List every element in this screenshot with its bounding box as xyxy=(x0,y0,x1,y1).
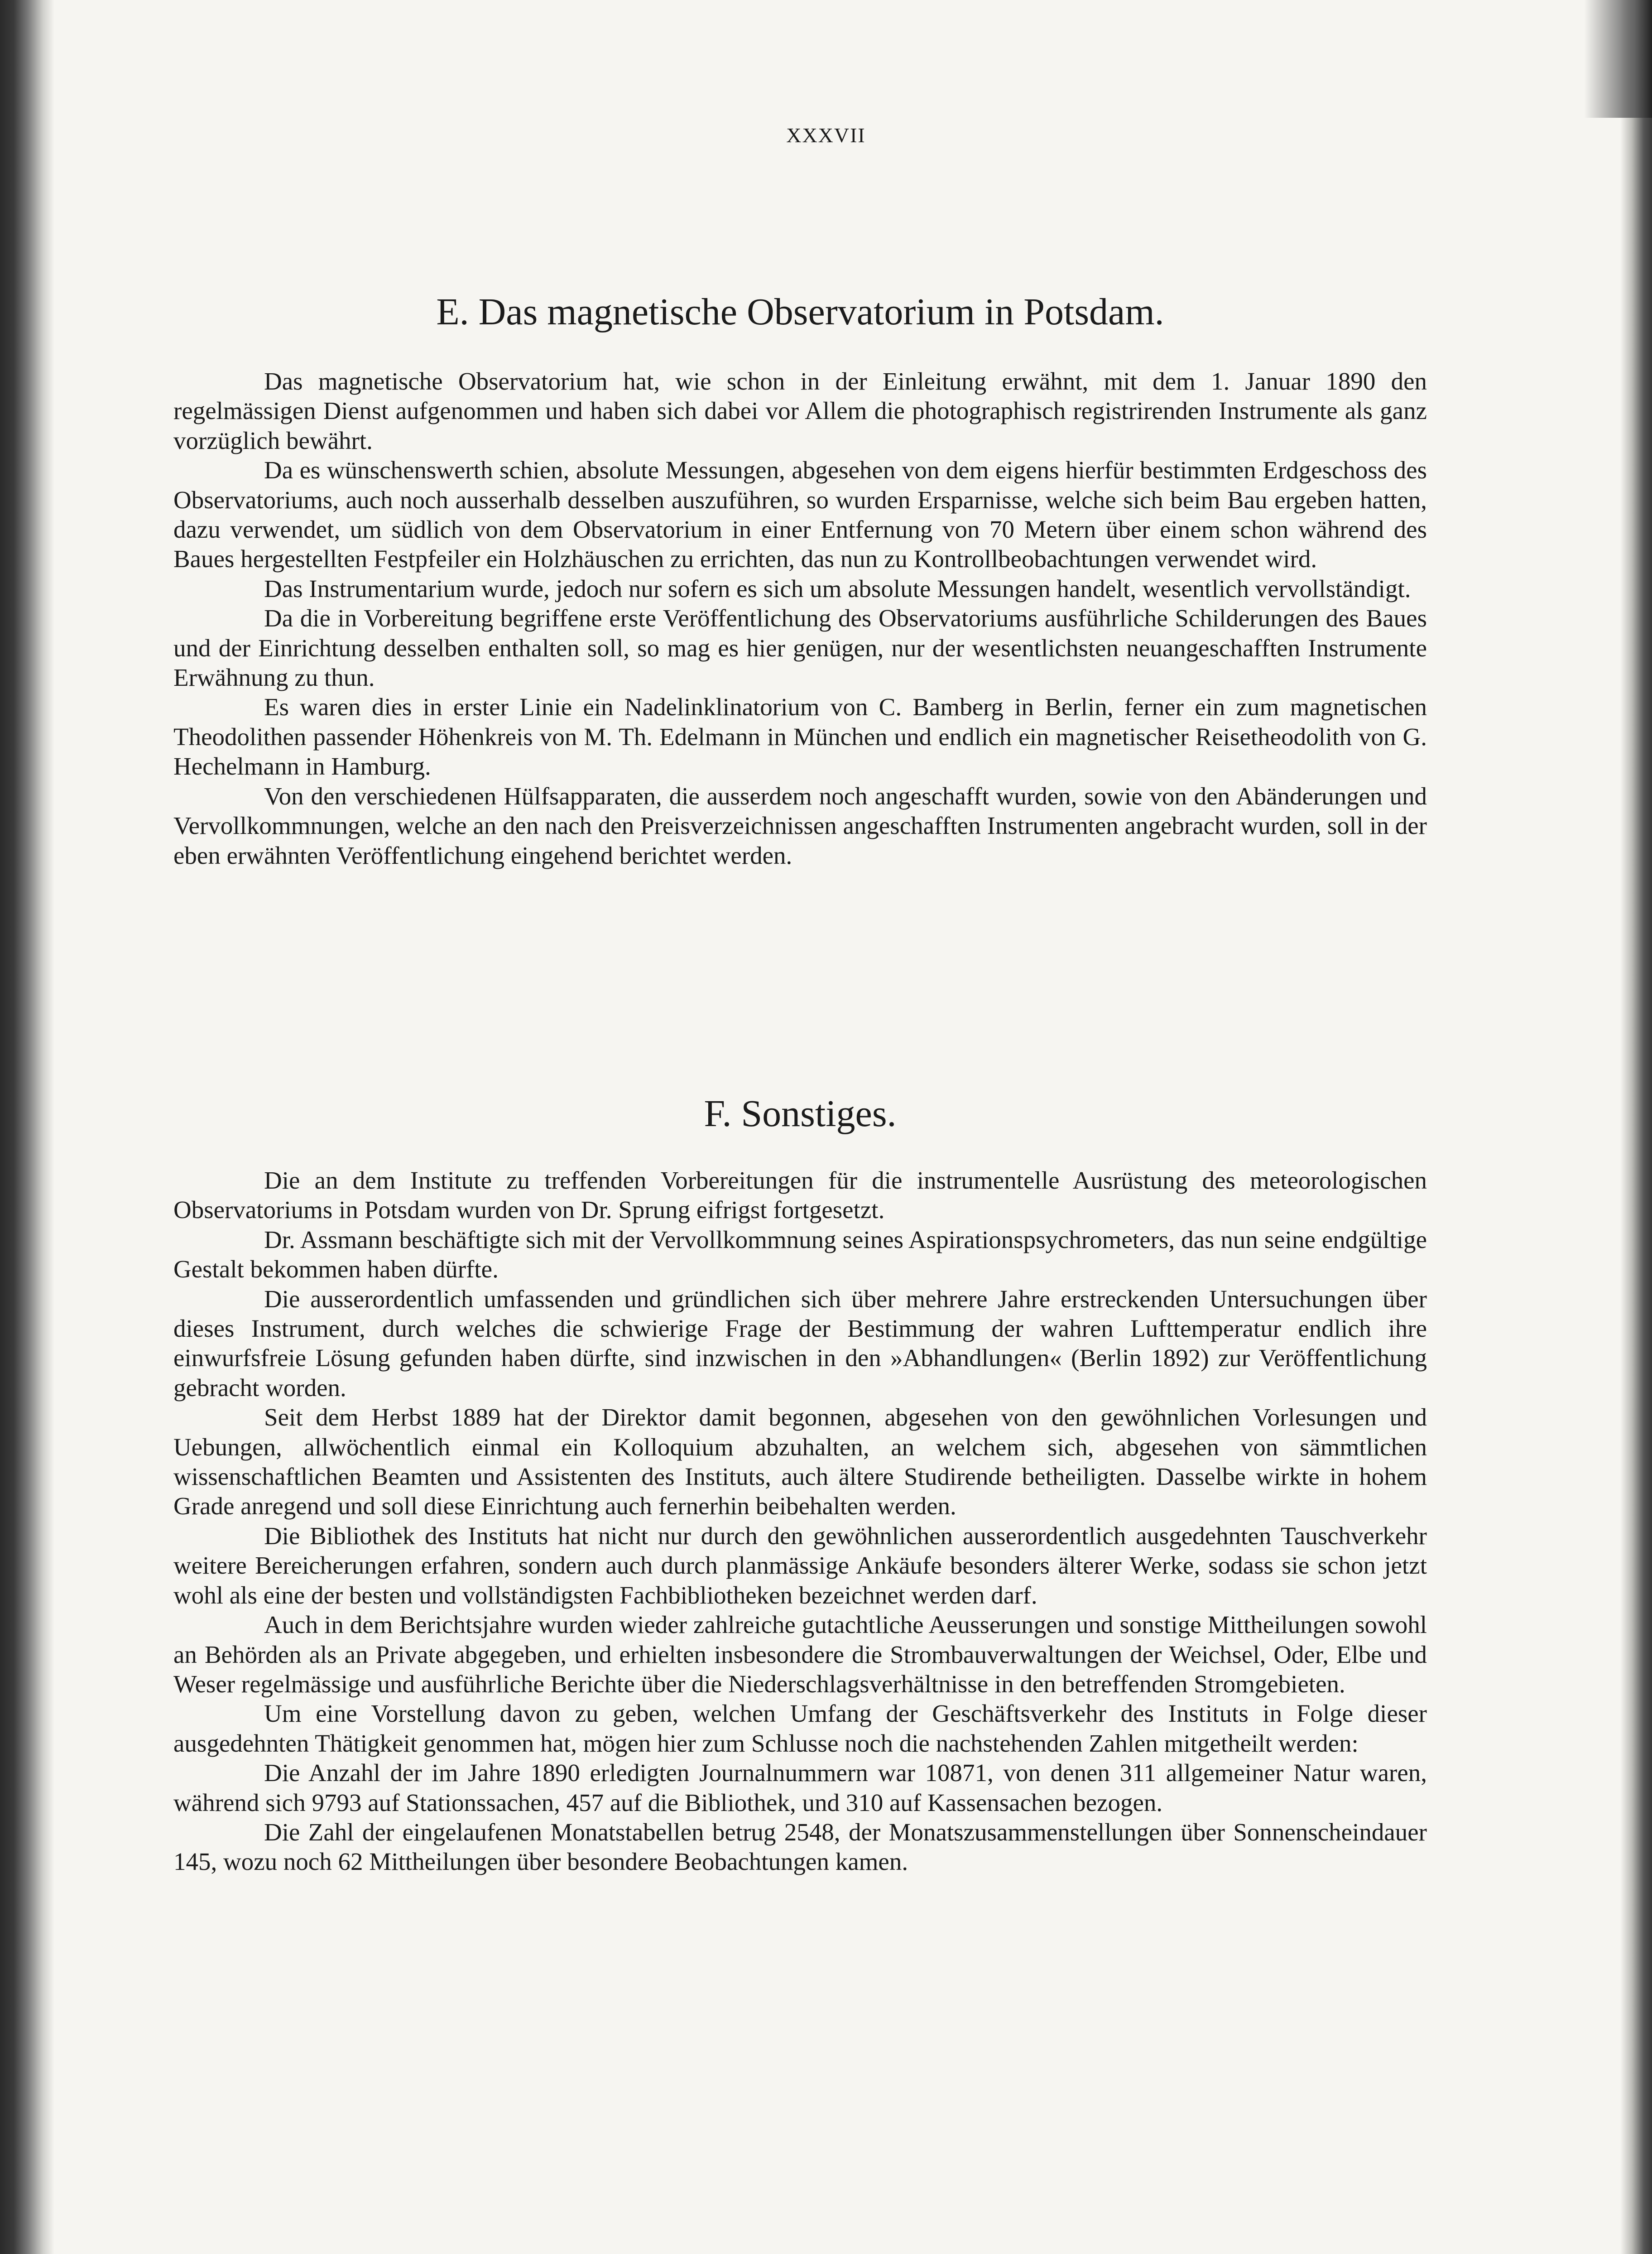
section-heading: F. Sonstiges. xyxy=(704,1093,897,1135)
section-heading: E. Das magnetische Observatorium in Potsdam. xyxy=(436,291,1164,333)
paragraph: Seit dem Herbst 1889 hat der Direktor damit begonnen, abgesehen von den gewöhnlichen Vorlesungen und Uebungen, allwöchentlich einmal ein Kolloquium abzuhalten, an welchem sich, abgesehen von sämmtlichen wissenschaftlichen Beamten und Assistenten des Instituts, auch ältere Studirende betheiligten. Dasselbe wirkte in hohem Grade anregend und soll diese Einrichtung auch fernerhin beibehalten werden. xyxy=(173,1403,1427,1520)
paragraph: Da die in Vorbereitung begriffene erste Veröffentlichung des Observatoriums ausführliche Schilderungen des Baues und der Einrichtung desselben enthalten soll, so mag es hier genügen, nur der wesentlichsten neuangeschafften Instrumente Erwähnung zu thun. xyxy=(173,604,1427,692)
paragraph: Dr. Assmann beschäftigte sich mit der Vervollkommnung seines Aspirationspsychrometers, das nun seine endgültige Gestalt bekommen haben dürfte. xyxy=(173,1225,1427,1283)
paragraph: Die ausserordentlich umfassenden und gründlichen sich über mehrere Jahre erstreckenden Untersuchungen über dieses Instrument, durch welches die schwierige Frage der Bestimmung der wahren Lufttemperatur endlich ihre einwurfsfreie Lösung gefunden haben dürfte, sind inzwischen in den »Abhandlungen« (Berlin 1892) zur Veröffentlichung gebracht worden. xyxy=(173,1285,1427,1402)
scan-edge-left xyxy=(0,0,54,2254)
paragraph: Die Anzahl der im Jahre 1890 erledigten Journalnummern war 10871, von denen 311 allgemeiner Natur waren, während sich 9793 auf Stationssachen, 457 auf die Bibliothek, und 310 auf Kassensachen bezogen. xyxy=(173,1759,1427,1816)
paragraph: Das Instrumentarium wurde, jedoch nur sofern es sich um absolute Messungen handelt, wesentlich vervollständigt. xyxy=(264,574,1411,602)
paragraph: Das magnetische Observatorium hat, wie schon in der Einleitung erwähnt, mit dem 1. Januar 1890 den regelmässigen Dienst aufgenommen und haben sich dabei vor Allem die photographisch registrirenden Instrumente als ganz vorzüglich bewährt. xyxy=(173,367,1427,454)
paragraph: Da es wünschenswerth schien, absolute Messungen, abgesehen von dem eigens hierfür bestimmten Erdgeschoss des Observatoriums, auch noch ausserhalb desselben auszuführen, so wurden Ersparnisse, welche sich beim Bau ergeben hatten, dazu verwendet, um südlich von dem Observatorium in einer Entfernung von 70 Metern über einem schon während des Baues hergestellten Festpfeiler ein Holzhäuschen zu errichten, das nun zu Kontrollbeobachtungen verwendet wird. xyxy=(173,456,1427,573)
paragraph: Von den verschiedenen Hülfsapparaten, die ausserdem noch angeschafft wurden, sowie von den Abänderungen und Vervollkommnungen, welche an den nach den Preisverzeichnissen angeschafften Instrumenten angebracht wurden, soll in der eben erwähnten Veröffentlichung eingehend berichtet werden. xyxy=(173,782,1427,869)
scan-edge-top-right xyxy=(1584,0,1652,118)
paragraph: Es waren dies in erster Linie ein Nadelinklinatorium von C. Bamberg in Berlin, ferner ein zum magnetischen Theodolithen passender Höhenkreis von M. Th. Edelmann in München und endlich ein magnetischer Reisetheodolith von G. Hechelmann in Hamburg. xyxy=(173,693,1427,780)
paragraph: Auch in dem Berichtsjahre wurden wieder zahlreiche gutachtliche Aeusserungen und sonstige Mittheilungen sowohl an Behörden als an Private abgegeben, und erhielten insbesondere die Strombauverwaltungen der Weichsel, Oder, Elbe und Weser regelmässige und ausführliche Berichte über die Niederschlagsverhältnisse in den betreffenden Stromgebieten. xyxy=(173,1611,1427,1698)
paragraph: Die Zahl der eingelaufenen Monatstabellen betrug 2548, der Monatszusammenstellungen über Sonnenscheindauer 145, wozu noch 62 Mittheilungen über besondere Beobachtungen kamen. xyxy=(173,1818,1427,1876)
scan-edge-right xyxy=(1620,0,1652,2254)
section-magnetic-observatory xyxy=(173,290,1427,870)
section-miscellaneous xyxy=(173,1092,1427,1877)
paragraph: Die an dem Institute zu treffenden Vorbereitungen für die instrumentelle Ausrüstung des meteorologischen Observatoriums in Potsdam wurden von Dr. Sprung eifrigst fortgesetzt. xyxy=(173,1166,1427,1224)
page-number: XXXVII xyxy=(786,124,866,147)
paragraph: Um eine Vorstellung davon zu geben, welchen Umfang der Geschäftsverkehr des Instituts in Folge dieser ausgedehnten Thätigkeit genommen hat, mögen hier zum Schlusse noch die nachstehenden Zahlen mitgetheilt werden: xyxy=(173,1700,1427,1757)
paragraph: Die Bibliothek des Instituts hat nicht nur durch den gewöhnlichen ausserordentlich ausgedehnten Tauschverkehr weitere Bereicherungen erfahren, sondern auch durch planmässige Ankäufe besonders älterer Werke, sodass sie schon jetzt wohl als eine der besten und vollständigsten Fachbibliotheken bezeichnet werden darf. xyxy=(173,1522,1427,1609)
